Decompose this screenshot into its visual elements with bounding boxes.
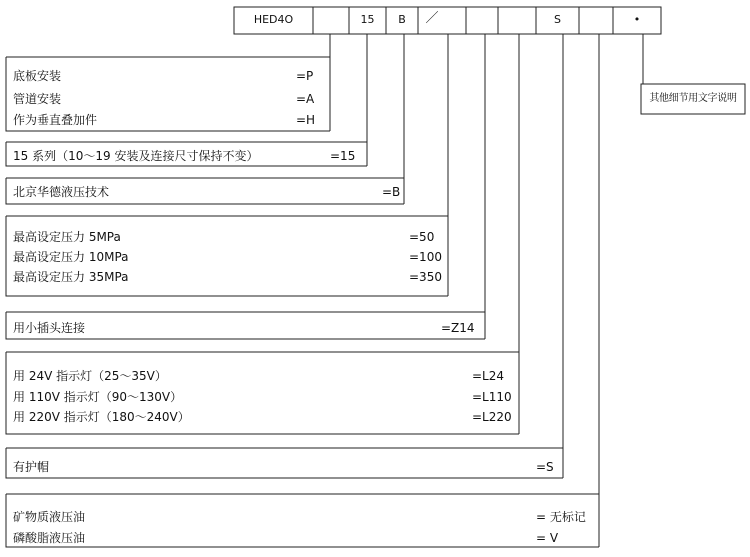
option-label: 15 系列（10～19 安装及连接尺寸保持不变） (13, 149, 259, 163)
group-box-cap (6, 448, 563, 478)
option-label: 作为垂直叠加件 (13, 113, 98, 127)
option-label: 管道安装 (13, 92, 62, 106)
option-label: 矿物质液压油 (13, 510, 86, 524)
option-code: =S (536, 460, 554, 474)
option-label: 最高设定压力 10MPa (13, 250, 129, 264)
option-code: =Z14 (441, 321, 475, 335)
option-label: 底板安装 (13, 69, 62, 83)
option-label: 最高设定压力 5MPa (13, 230, 121, 244)
option-code: =L220 (472, 410, 512, 424)
code-cell: HED4O (253, 13, 294, 26)
option-code: =L110 (472, 390, 512, 404)
option-code: =A (296, 92, 315, 106)
code-cell: B (398, 13, 406, 26)
code-cell-box (579, 7, 613, 34)
option-code: =15 (330, 149, 356, 163)
group-box-oil (6, 494, 599, 547)
code-cell-box (466, 7, 498, 34)
option-code: = 无标记 (536, 510, 586, 524)
option-label: 最高设定压力 35MPa (13, 270, 129, 284)
option-label: 磷酸脂液压油 (13, 531, 86, 545)
option-code: = V (536, 531, 559, 545)
option-code: =P (296, 69, 314, 83)
option-code: =L24 (472, 369, 505, 383)
option-code: =50 (409, 230, 435, 244)
option-label: 用 220V 指示灯（180～240V） (13, 410, 190, 424)
option-label: 北京华德液压技术 (13, 185, 110, 199)
option-code: =B (382, 185, 401, 199)
code-cell: • (633, 13, 641, 26)
code-cell-box (498, 7, 536, 34)
code-cell-box (313, 7, 349, 34)
side-note: 其他细节用文字说明 (649, 93, 737, 104)
option-code: =350 (409, 270, 442, 284)
code-cell: S (554, 13, 561, 26)
code-cell: 15 (360, 13, 375, 26)
option-label: 用 24V 指示灯（25～35V） (13, 369, 167, 383)
option-code: =100 (409, 250, 442, 264)
code-cell: ／ (425, 11, 439, 26)
option-code: =H (296, 113, 316, 127)
option-label: 有护帽 (13, 460, 50, 474)
option-label: 用小插头连接 (13, 321, 86, 335)
option-label: 用 110V 指示灯（90～130V） (13, 390, 183, 404)
